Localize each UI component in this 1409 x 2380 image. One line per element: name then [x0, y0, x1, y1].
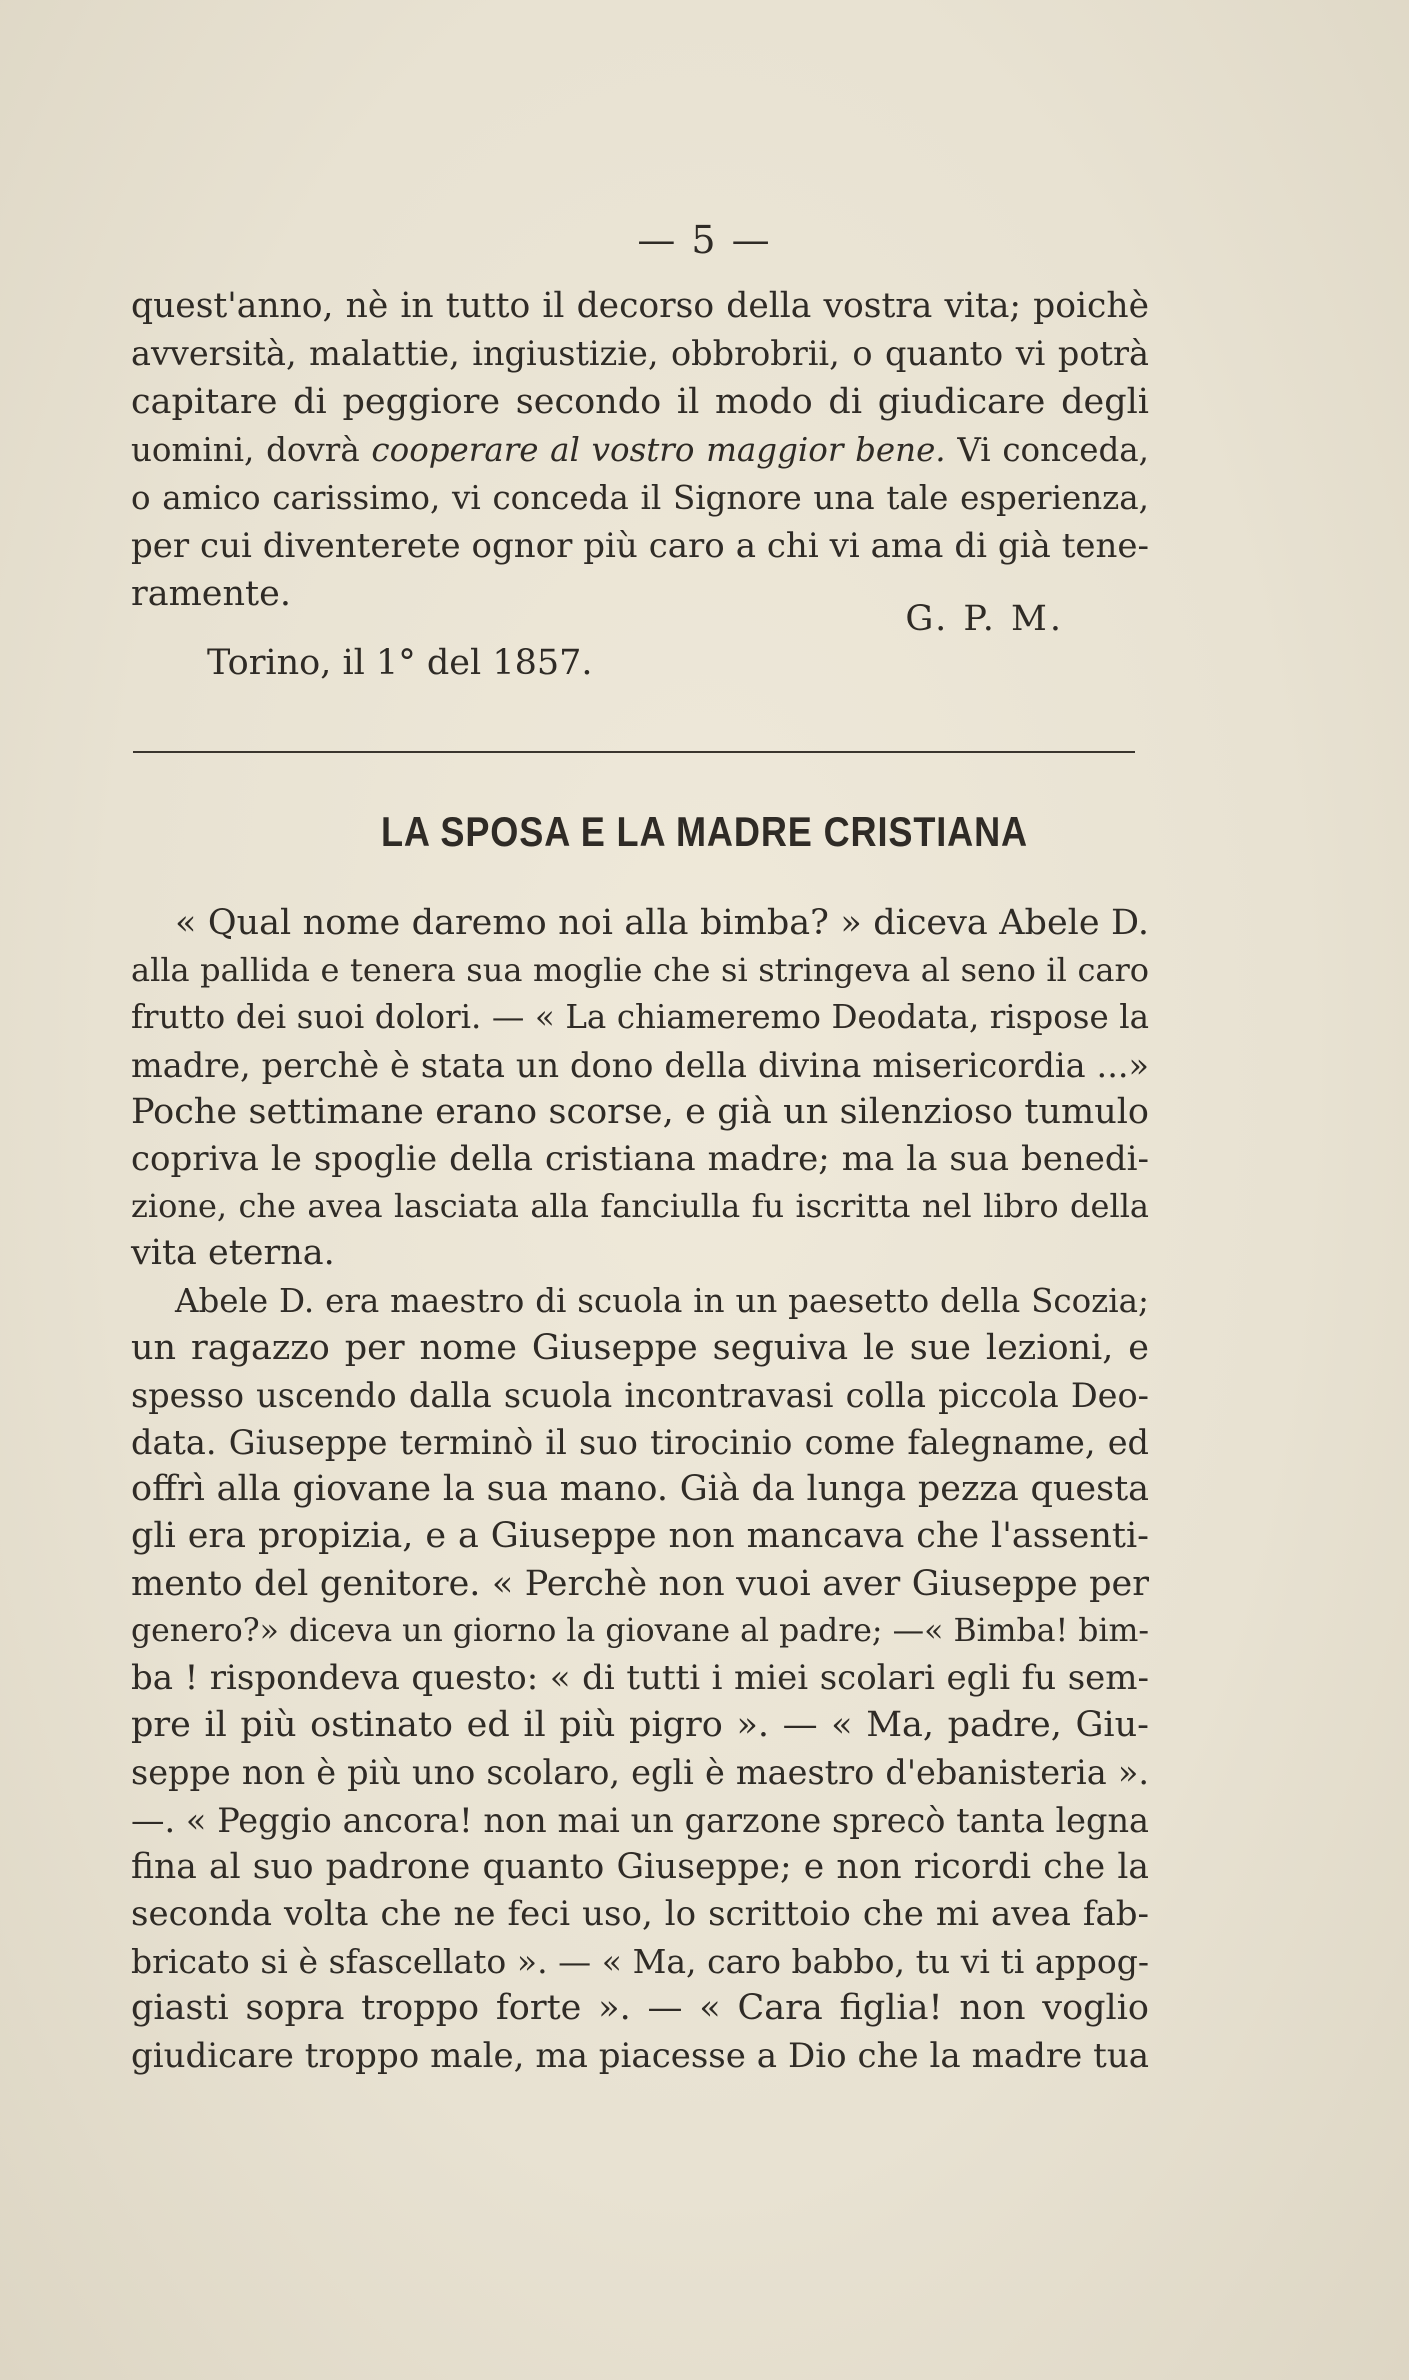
text-line: Abele D. era maestro di scuola in un paesetto della Scozia;	[175, 1281, 1149, 1320]
chapter-body	[131, 900, 1149, 2080]
section-divider	[133, 751, 1135, 753]
text-line: bricato si è sfascellato ». — « Ma, caro babbo, tu vi ti appog-	[131, 1942, 1149, 1982]
text-line: un ragazzo per nome Giuseppe seguiva le sue lezioni, e	[131, 1327, 1149, 1368]
text-line: ramente.	[131, 574, 291, 614]
text-line: genero?» diceva un giorno la giovane al padre; —« Bimba! bim-	[131, 1612, 1149, 1649]
text-line: quest'anno, nè in tutto il decorso della vostra vita; poichè	[131, 286, 1149, 326]
italic-phrase: cooperare al vostro maggior bene.	[371, 431, 946, 469]
text-line: Poche settimane erano scorse, e già un silenzioso tumulo	[131, 1091, 1149, 1132]
text-line: gli era propizia, e a Giuseppe non mancava che l'assenti-	[131, 1516, 1149, 1557]
text-line: alla pallida e tenera sua moglie che si stringeva al seno il caro	[131, 951, 1149, 990]
text-line: o amico carissimo, vi conceda il Signore una tale esperienza,	[131, 479, 1149, 517]
text-line: copriva le spoglie della cristiana madre; ma la sua benedi-	[131, 1138, 1149, 1179]
text-line	[131, 426, 1149, 474]
text-line: capitare di peggiore secondo il modo di giudicare degli	[131, 382, 1149, 422]
text-line: data. Giuseppe terminò il suo tirocinio come falegname, ed	[131, 1423, 1149, 1463]
text-line: pre il più ostinato ed il più pigro ». — « Ma, padre, Giu-	[131, 1705, 1149, 1746]
text-line: seppe non è più uno scolaro, egli è maestro d'ebanisteria ».	[131, 1753, 1149, 1793]
dateline: Torino, il 1° del 1857.	[207, 643, 593, 683]
text-line: madre, perchè è stata un dono della divina misericordia ...»	[131, 1045, 1149, 1085]
text-line: vita eterna.	[131, 1233, 335, 1274]
text-line: fina al suo padrone quanto Giuseppe; e non ricordi che la	[131, 1846, 1149, 1887]
text-line: per cui diventerete ognor più caro a chi vi ama di già tene-	[131, 526, 1149, 566]
text-line: zione, che avea lasciata alla fanciulla fu iscritta nel libro della	[131, 1187, 1149, 1226]
text-line: frutto dei suoi dolori. — « La chiameremo Deodata, rispose la	[131, 998, 1149, 1037]
text-line: —. « Peggio ancora! non mai un garzone sprecò tanta legna	[131, 1800, 1149, 1840]
text-run: Vi conceda,	[957, 431, 1149, 469]
text-line: giudicare troppo male, ma piacesse a Dio che la madre tua	[131, 2035, 1149, 2076]
text-line: spesso uscendo dalla scuola incontravasi colla piccola Deo-	[131, 1375, 1149, 1415]
text-line: « Qual nome daremo noi alla bimba? » diceva Abele D.	[175, 903, 1149, 943]
signature: G. P. M.	[905, 599, 1064, 639]
text-line: ba ! rispondeva questo: « di tutti i miei scolari egli fu sem-	[131, 1658, 1149, 1698]
intro-paragraph	[131, 282, 1149, 618]
text-line: giasti sopra troppo forte ». — « Cara figlia! non voglio	[131, 1988, 1149, 2029]
page-number: — 5 —	[637, 218, 772, 262]
chapter-title: LA SPOSA E LA MADRE CRISTIANA	[380, 808, 1029, 855]
text-run: uomini, dovrà	[131, 431, 360, 469]
text-line: mento del genitore. « Perchè non vuoi aver Giuseppe per	[131, 1563, 1149, 1604]
text-line: avversità, malattie, ingiustizie, obbrobrii, o quanto vi potrà	[131, 334, 1149, 373]
text-line: offrì alla giovane la sua mano. Già da lunga pezza questa	[131, 1469, 1149, 1510]
text-line: seconda volta che ne feci uso, lo scrittoio che mi avea fab-	[131, 1893, 1149, 1934]
